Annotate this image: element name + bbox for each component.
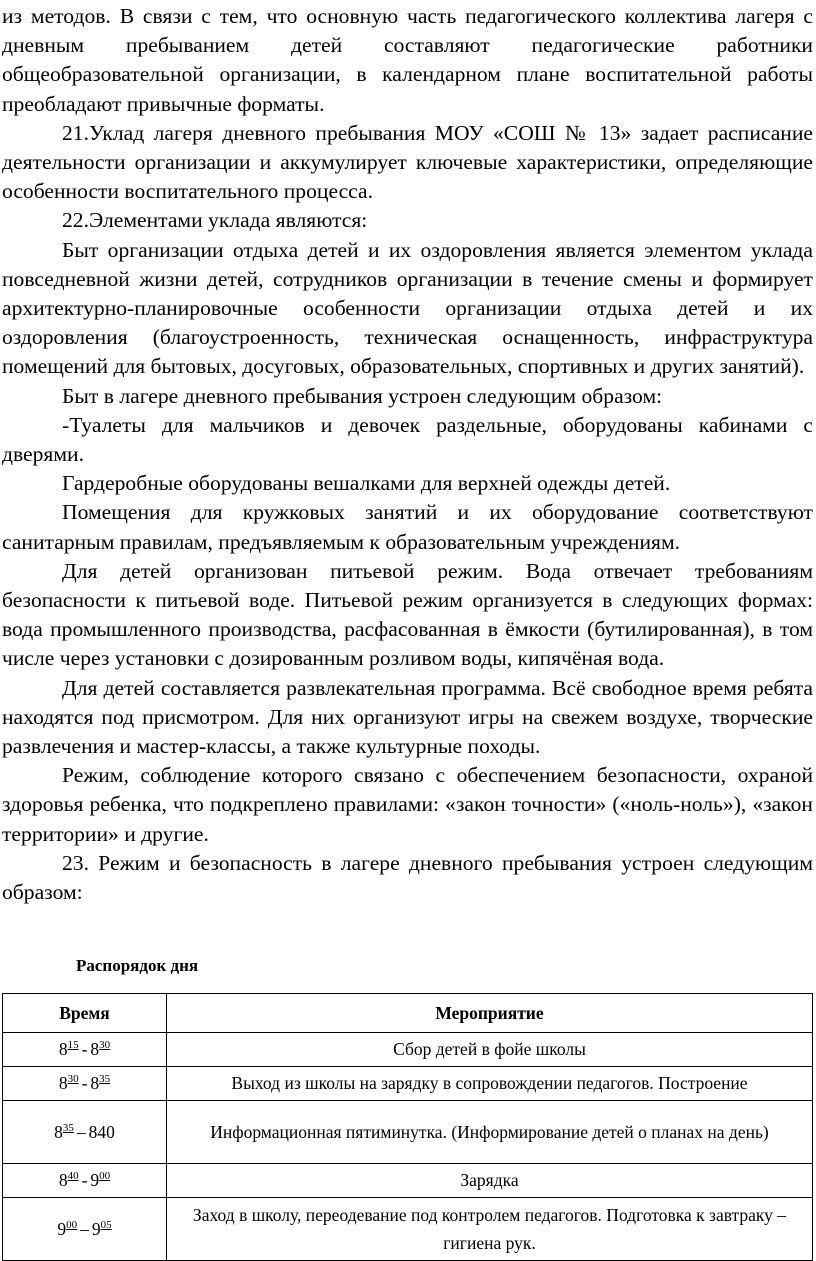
paragraph: Режим, соблюдение которого связано с обеспечением безопасности, охраной здоровья ребенка, что подкреплено правилами: «закон точности» («ноль-ноль»), «закон территории» и другие.: [2, 763, 813, 846]
paragraph: из методов. В связи с тем, что основную часть педагогического коллектива лагеря с дневным пребыванием детей составляют педагогические работники общеобразовательной организации, в календарном плане воспитательной работы преобладают привычные форматы.: [2, 4, 813, 116]
table-row: [3, 1033, 813, 1067]
paragraph: -Туалеты для мальчиков и девочек раздельные, оборудованы кабинами с дверями.: [2, 412, 813, 467]
schedule-caption: Распорядок дня: [76, 956, 199, 975]
table-row: [3, 1198, 813, 1261]
event-column-header: Мероприятие: [167, 994, 813, 1033]
paragraph: 21.Уклад лагеря дневного пребывания МОУ «СОШ № 13» задает расписание деятельности организации и аккумулирует ключевые характеристики, определяющие особенности воспитательного процесса.: [2, 120, 813, 204]
time-cell: $8^{40} - 9^{00}$: [3, 1164, 167, 1198]
event-cell: Заход в школу, переодевание под контролем педагогов. Подготовка к завтраку – гигиена рук.: [167, 1198, 813, 1261]
table-row: [3, 1101, 813, 1164]
paragraph: Быт в лагере дневного пребывания устроен следующим образом:: [62, 383, 663, 408]
paragraph: Для детей составляется развлекательная программа. Всё свободное время ребята находятся под присмотром. Для них организуют игры на свежем воздухе, творческие развлечения и мастер-классы, а также культурные походы.: [2, 675, 813, 759]
table-header-row: [3, 994, 813, 1033]
table-row: [3, 1067, 813, 1101]
paragraph: Быт организации отдыха детей и их оздоровления является элементом уклада повседневной жизни детей, сотрудников организации в течение смены и формирует архитектурно-планировочные особенности организации отдыха детей и их оздоровления (благоустроенность, техническая оснащенность, инфраструктура помещений для бытовых, досуговых, образовательных, спортивных и других занятий).: [2, 237, 813, 379]
event-cell: Зарядка: [167, 1164, 813, 1198]
schedule-table: [2, 993, 813, 1261]
paragraph: 23. Режим и безопасность в лагере дневного пребывания устроен следующим образом:: [2, 850, 813, 905]
event-cell: Сбор детей в фойе школы: [167, 1033, 813, 1067]
time-cell: $8^{15} - 8^{30}$: [3, 1033, 167, 1067]
body-text: [2, 2, 813, 907]
time-column-header: Время: [3, 994, 167, 1033]
table-row: [3, 1164, 813, 1198]
time-cell: $8^{30} - 8^{35}$: [3, 1067, 167, 1101]
time-cell: $9^{00} - 9^{05}$: [3, 1198, 167, 1261]
event-cell: Информационная пятиминутка. (Информирование детей о планах на день): [167, 1101, 813, 1164]
time-cell: $8^{35} - 840$: [3, 1101, 167, 1164]
paragraph: Гардеробные оборудованы вешалками для верхней одежды детей.: [62, 471, 671, 496]
event-cell: Выход из школы на зарядку в сопровождении педагогов. Построение: [167, 1067, 813, 1101]
paragraph: 22.Элементами уклада являются:: [62, 208, 368, 233]
paragraph: Для детей организован питьевой режим. Вода отвечает требованиям безопасности к питьевой воде. Питьевой режим организуется в следующих формах: вода промышленного производства, расфасованная в ёмкости (бутилированная), в том числе через установки с дозированным розливом воды, кипячёная вода.: [2, 558, 813, 671]
paragraph: Помещения для кружковых занятий и их оборудование соответствуют санитарным правилам, предъявляемым к образовательным учреждениям.: [2, 500, 813, 554]
